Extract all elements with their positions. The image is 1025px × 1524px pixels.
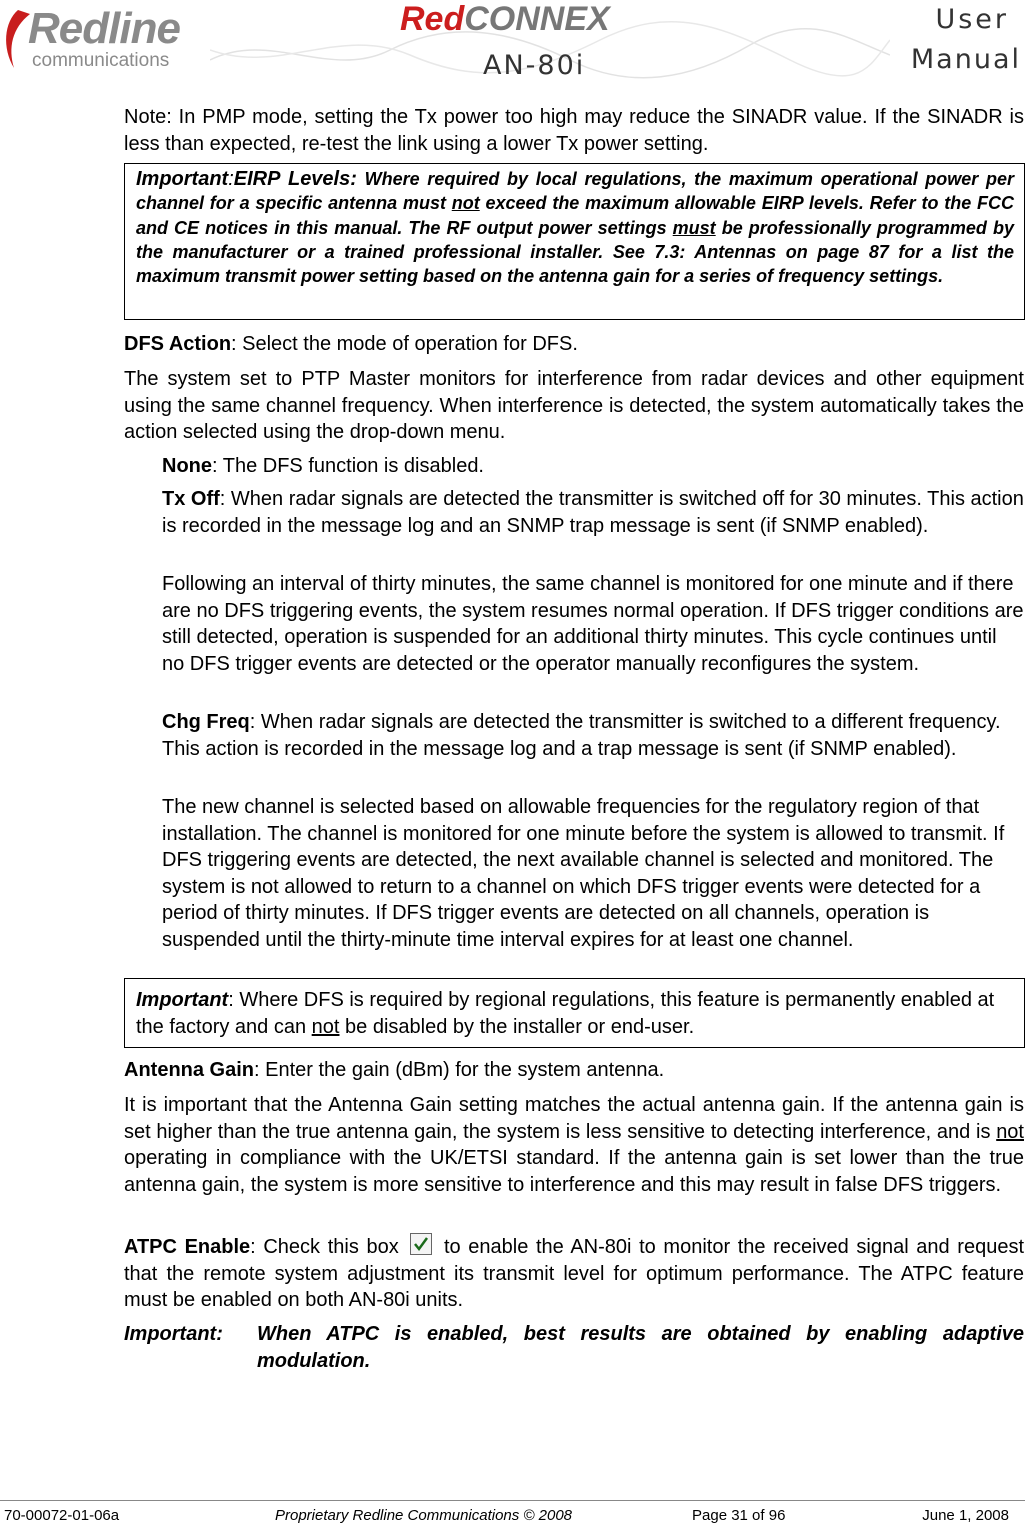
txoff-paragraph-2: Following an interval of thirty minutes, the same channel is monitored for one minute and if there are no DFS triggering events, the system resumes normal operation. If DFS trigger conditions are still detected, operation is suspended for an additional thirty minutes. This cycle continues until no DFS trigger events are detected or the operator manually reconfigures the system. [162,573,1024,675]
txoff-option: Tx Off: When radar signals are detected the transmitter is switched off for 30 minutes. This action is recorded in the message log and an SNMP trap message is sent (if SNMP enabled). [162,488,1024,537]
brand-gray: CONNEX [464,0,610,38]
dfs-paragraph: The system set to PTP Master monitors for interference from radar devices and other equipment using the same channel frequency. When interference is detected, the system automatically takes the action selected using the drop-down menu. [124,368,1024,443]
eirp-important-box [124,163,1025,320]
chgfreq-label: Chg Freq [162,711,250,733]
doc-type-line-2: Manual [910,44,1021,75]
antenna-gain-label: Antenna Gain [124,1059,255,1081]
logo-subtext: communications [32,50,170,71]
txoff-label: Tx Off [162,488,220,510]
chgfreq-paragraph-2: The new channel is selected based on allowable frequencies for the regulatory region of that installation. The channel is monitored for one minute before the system is allowed to transmit. If DFS triggering events are detected, the next available channel is selected and monitored. The system is not allowed to return to a channel on which DFS trigger events were detected for a period of thirty minutes. If DFS trigger events are detected on all channels, operation is suspended until the thirty-minute time interval expires for at least one channel. [162,796,1005,951]
atpc-paragraph: ATPC Enable: Check this box to enable the AN-80i to monitor the received signal and request that the remote system adjustment its transmit level for optimum performance. The ATPC feature must be enabled on both AN-80i units. [124,1233,1024,1314]
eirp-must: must [672,217,716,238]
doc-type-line-1: User [935,4,1009,35]
eirp-title: EIRP Levels: [233,168,357,190]
model-name: AN-80i [483,50,586,81]
dfs-important-box [124,978,1025,1048]
checkbox-checked-icon [410,1233,432,1255]
footer-copyright: Proprietary Redline Communications © 2008 [275,1507,573,1524]
eirp-important-text: Important:EIRP Levels: Where required by local regulations, the maximum operational power per channel for a specific antenna must not exceed the maximum allowable EIRP levels. Refer to the FCC and CE notices in this manual. The RF output power settings must be professionally programmed by the manufacturer or a trained professional installer. See 7.3: Antennas on page 87 for a list the maximum transmit power setting based on the antenna gain for a series of frequency settings. [136,168,1015,287]
brand-red: Red [400,0,465,38]
antenna-paragraph: It is important that the Antenna Gain setting matches the actual antenna gain. If the antenna gain is set higher than the true antenna gain, the system is less sensitive to detecting interference, and is not operating in compliance with the UK/ETSI standard. If the antenna gain is set lower than the true antenna gain, the system is more sensitive to interference and this may result in false DFS triggers. [124,1094,1024,1196]
chgfreq-option: Chg Freq: When radar signals are detected the transmitter is switched to a different frequency. This action is recorded in the message log and a trap message is sent (if SNMP enabled). [162,711,1001,760]
footer-page: Page 31 of 96 [692,1507,786,1524]
dfs-important-text: Important: Where DFS is required by regional regulations, this feature is permanently enabled at the factory and can not be disabled by the installer or end-user. [136,989,995,1038]
eirp-sep: : [228,168,234,190]
logo-text: Redline [28,4,180,53]
eirp-label: Important [136,168,229,190]
footer-doc-id: 70-00072-01-06a [4,1507,120,1524]
note-paragraph: Note: In PMP mode, setting the Tx power too high may reduce the SINADR value. If the SINADR is less than expected, re-test the link using a lower Tx power setting. [124,106,1024,155]
antenna-gain-line: Antenna Gain: Enter the gain (dBm) for the system antenna. [124,1059,665,1081]
dfs-action-label: DFS Action [124,333,232,355]
important-label: Important: [124,1323,223,1345]
footer-divider [0,1500,1025,1501]
eirp-not: not [451,193,480,214]
footer-date: June 1, 2008 [922,1507,1009,1524]
dfs-action-line: DFS Action: Select the mode of operation for DFS. [124,333,578,355]
page-header [0,0,1025,90]
important-text: When ATPC is enabled, best results are obtained by enabling adaptive modulation. [257,1323,1024,1372]
none-option: None: The DFS function is disabled. [162,455,484,477]
redline-logo [0,4,210,74]
none-label: None [162,455,212,477]
atpc-label: ATPC Enable [124,1236,251,1258]
antenna-not: not [996,1120,1024,1143]
dfs-important-label: Important [136,989,229,1011]
dfs-not: not [311,1015,340,1038]
